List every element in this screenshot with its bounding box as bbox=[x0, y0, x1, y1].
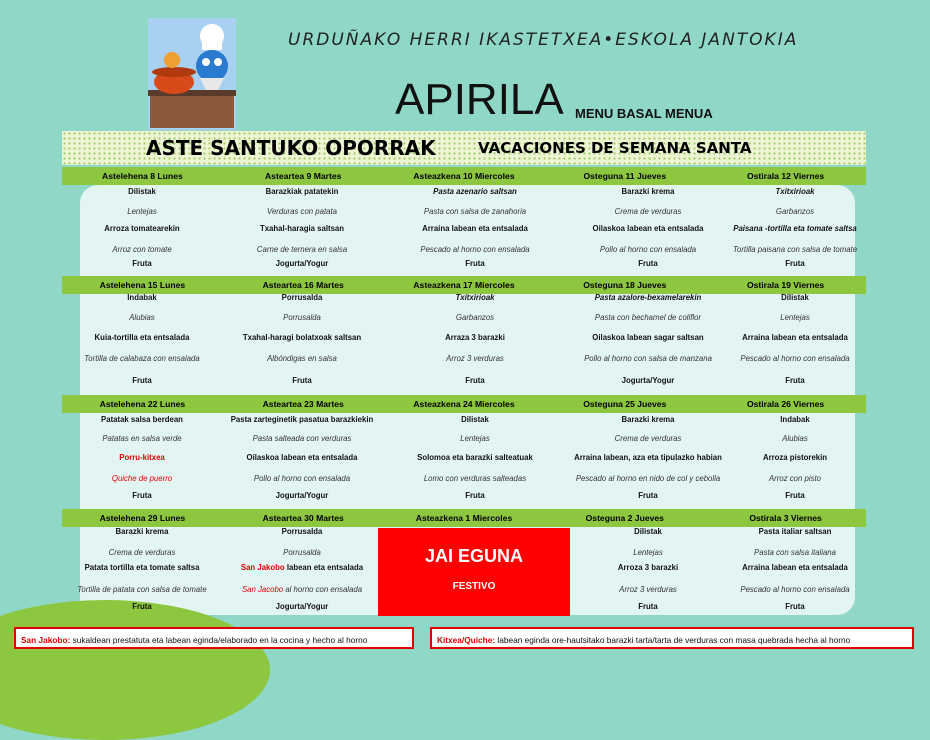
festivo-title: JAI EGUNA bbox=[424, 546, 523, 566]
menu-dish: Fruta bbox=[785, 602, 805, 611]
menu-dish: Tortilla de calabaza con ensalada bbox=[84, 354, 200, 363]
menu-dish: Indabak bbox=[127, 293, 157, 302]
menu-dish: Arraina labean eta entsalada bbox=[742, 333, 848, 342]
menu-dish: Pasta con salsa italiana bbox=[754, 548, 836, 557]
menu-dish: Arroz con pisto bbox=[768, 474, 821, 483]
day-header-row bbox=[62, 167, 866, 185]
menu-dish: Dilistak bbox=[128, 187, 156, 196]
chef-cooking-logo bbox=[148, 18, 236, 130]
menu-dish: Fruta bbox=[785, 491, 805, 500]
menu-dish: Jogurta/Yogur bbox=[275, 259, 329, 268]
menu-dish: Barazkiak patatekin bbox=[265, 187, 339, 196]
menu-dish: Tortilla de patata con salsa de tomate bbox=[77, 585, 207, 594]
menu-dish: Lomo con verduras salteadas bbox=[423, 474, 527, 483]
menu-dish: Alubias bbox=[782, 434, 808, 443]
day-header: Astelehena 8 Lunes bbox=[102, 171, 183, 181]
menu-dish: Pescado al horno en nido de col y cebolla bbox=[575, 474, 721, 483]
menu-dish: Patatak salsa berdean bbox=[101, 415, 183, 424]
day-header: Osteguna 25 Jueves bbox=[583, 399, 667, 409]
footnote-quiche bbox=[430, 627, 914, 649]
menu-dish: Garbanzos bbox=[775, 207, 815, 216]
menu-dish: Txitxirioak bbox=[455, 293, 495, 302]
day-header-row bbox=[62, 509, 866, 527]
menu-dish: Lentejas bbox=[780, 313, 810, 322]
menu-dish: Fruta bbox=[465, 491, 485, 500]
menu-dish: Fruta bbox=[638, 259, 658, 268]
festivo-block bbox=[378, 528, 570, 616]
menu-dish: Barazki krema bbox=[115, 527, 169, 536]
footnote-text: labean eginda ore-hautsitako barazki tarta/tarta de verduras con masa quebrada hecha al horno bbox=[495, 635, 851, 645]
menu-dish: Alubias bbox=[129, 313, 155, 322]
footnote-key: San Jakobo: bbox=[21, 635, 71, 645]
menu-dish: Fruta bbox=[785, 376, 805, 385]
menu-dish: Fruta bbox=[132, 602, 152, 611]
menu-dish: Dilistak bbox=[781, 293, 809, 302]
menu-dish: Arraina labean eta entsalada bbox=[422, 224, 528, 233]
menu-dish: Dilistak bbox=[634, 527, 662, 536]
day-header: Asteartea 9 Martes bbox=[264, 171, 342, 181]
menu-dish: Pasta azalore-bexamelarekin bbox=[594, 293, 702, 302]
menu-dish: Fruta bbox=[132, 376, 152, 385]
menu-dish: Fruta bbox=[785, 259, 805, 268]
menu-subtitle: MENU BASAL MENUA bbox=[575, 106, 713, 121]
menu-dish: Pasta con bechamel de coliflor bbox=[594, 313, 702, 322]
holiday-banner-spanish: VACACIONES DE SEMANA SANTA bbox=[478, 139, 752, 157]
menu-dish: Txahal-haragi bolatxoak saltsan bbox=[242, 333, 362, 342]
menu-dish: Fruta bbox=[638, 602, 658, 611]
menu-dish: Oilaskoa labean sagar saltsan bbox=[592, 333, 704, 342]
day-header: Ostirala 12 Viernes bbox=[746, 171, 825, 181]
menu-dish: Tortilla paisana con salsa de tomate bbox=[732, 245, 858, 254]
menu-dish: Solomoa eta barazki salteatuak bbox=[417, 453, 533, 462]
menu-dish: Txahal-haragia saltsan bbox=[259, 224, 345, 233]
menu-dish: Lentejas bbox=[127, 207, 157, 216]
footnote-san-jakobo bbox=[14, 627, 414, 649]
menu-dish: Paisana -tortilla eta tomate saltsa bbox=[733, 224, 857, 233]
menu-dish: Pasta con salsa de zanahoria bbox=[423, 207, 527, 216]
menu-dish: Porrusalda bbox=[283, 548, 321, 557]
menu-dish: Arraina labean eta entsalada bbox=[742, 563, 848, 572]
day-header-row bbox=[62, 395, 866, 413]
footnote-key: Kitxea/Quiche: bbox=[437, 635, 496, 645]
menu-dish: Crema de verduras bbox=[614, 207, 682, 216]
menu-dish: Quiche de puerro bbox=[111, 474, 173, 483]
menu-dish: Arroz 3 verduras bbox=[446, 354, 504, 363]
day-header: Asteazkena 1 Miercoles bbox=[415, 513, 513, 523]
menu-dish: Barazki krema bbox=[621, 415, 675, 424]
menu-dish: Barazki krema bbox=[621, 187, 675, 196]
menu-dish: Arroz 3 verduras bbox=[619, 585, 677, 594]
menu-dish: Pescado al horno con ensalada bbox=[420, 245, 530, 254]
menu-dish: Pollo al horno con ensalada bbox=[599, 245, 697, 254]
menu-dish: Fruta bbox=[132, 491, 152, 500]
menu-dish: Pescado al horno con ensalada bbox=[740, 354, 850, 363]
menu-dish: Porru-kitxea bbox=[119, 453, 165, 462]
menu-dish: Porrusalda bbox=[281, 293, 323, 302]
day-header: Ostirala 19 Viernes bbox=[746, 280, 825, 290]
menu-dish: Jogurta/Yogur bbox=[621, 376, 675, 385]
day-header: Asteartea 30 Martes bbox=[262, 513, 344, 523]
menu-dish: Lentejas bbox=[460, 434, 490, 443]
menu-dish: San Jacobo al horno con ensalada bbox=[241, 585, 363, 594]
menu-dish: Pasta zarteginetik pasatua barazkiekin bbox=[230, 415, 374, 424]
menu-dish: Jogurta/Yogur bbox=[275, 491, 329, 500]
menu-dish: Fruta bbox=[465, 259, 485, 268]
day-header-row bbox=[62, 276, 866, 294]
menu-dish: Dilistak bbox=[461, 415, 489, 424]
menu-dish: Pollo al horno con ensalada bbox=[253, 474, 351, 483]
school-name: URDUÑAKO HERRI IKASTETXEA•ESKOLA JANTOKIA bbox=[288, 30, 799, 50]
menu-dish: Pasta salteada con verduras bbox=[252, 434, 352, 443]
day-header: Astelehena 15 Lunes bbox=[99, 280, 186, 290]
menu-dish: Fruta bbox=[465, 376, 485, 385]
menu-dish: Fruta bbox=[132, 259, 152, 268]
menu-dish: Porrusalda bbox=[283, 313, 321, 322]
menu-dish: Pasta azenario saltsan bbox=[433, 187, 517, 196]
day-header: Osteguna 18 Jueves bbox=[583, 280, 667, 290]
menu-dish: Porrusalda bbox=[281, 527, 323, 536]
menu-dish: Oilaskoa labean eta entsalada bbox=[246, 453, 358, 462]
menu-dish: Patata tortilla eta tomate saltsa bbox=[84, 563, 200, 572]
menu-dish: Fruta bbox=[292, 376, 312, 385]
menu-dish: Txitxirioak bbox=[775, 187, 815, 196]
menu-dish: Jogurta/Yogur bbox=[275, 602, 329, 611]
menu-dish: Patatas en salsa verde bbox=[102, 434, 182, 443]
menu-dish: Lentejas bbox=[633, 548, 663, 557]
day-header: Asteazkena 10 Miercoles bbox=[413, 171, 515, 181]
day-header: Astelehena 22 Lunes bbox=[99, 399, 186, 409]
month-title: APIRILA bbox=[395, 75, 564, 124]
menu-dish: Carne de ternera en salsa bbox=[256, 245, 348, 254]
menu-dish: Arroza tomatearekin bbox=[104, 224, 180, 233]
menu-dish: Verduras con patata bbox=[267, 207, 337, 216]
holiday-banner-basque: ASTE SANTUKO OPORRAK bbox=[146, 136, 436, 160]
menu-dish: Arroza 3 barazki bbox=[617, 563, 679, 572]
menu-dish: Pollo al horno con salsa de manzana bbox=[584, 354, 712, 363]
day-header: Asteazkena 17 Miercoles bbox=[413, 280, 515, 290]
menu-dish: Arraza 3 barazki bbox=[445, 333, 505, 342]
menu-dish: Garbanzos bbox=[455, 313, 495, 322]
menu-dish: Albóndigas en salsa bbox=[267, 354, 337, 363]
menu-dish: Arroza pistorekin bbox=[762, 453, 828, 462]
decorative-swirl bbox=[0, 600, 270, 740]
day-header: Osteguna 11 Jueves bbox=[583, 171, 667, 181]
day-header: Asteartea 16 Martes bbox=[262, 280, 344, 290]
day-header: Astelehena 29 Lunes bbox=[99, 513, 186, 523]
day-header: Asteartea 23 Martes bbox=[262, 399, 344, 409]
day-header: Ostirala 3 Viernes bbox=[749, 513, 822, 523]
footnote-text: sukaldean prestatuta eta labean eginda/elaborado en la cocina y hecho al horno bbox=[70, 635, 368, 645]
menu-dish: Arroz con tomate bbox=[112, 245, 172, 254]
menu-dish: San Jakobo labean eta entsalada bbox=[240, 563, 364, 572]
menu-dish: Kuia-tortilla eta entsalada bbox=[94, 333, 190, 342]
menu-dish: Oilaskoa labean eta entsalada bbox=[592, 224, 704, 233]
menu-dish: Pescado al horno con ensalada bbox=[740, 585, 850, 594]
menu-dish: Crema de verduras bbox=[108, 548, 176, 557]
festivo-subtitle: FESTIVO bbox=[452, 581, 496, 592]
menu-dish: Arraina labean, aza eta tipulazko habian bbox=[574, 453, 722, 462]
menu-dish: Fruta bbox=[638, 491, 658, 500]
day-header: Asteazkena 24 Miercoles bbox=[413, 399, 515, 409]
menu-dish: Indabak bbox=[780, 415, 810, 424]
menu-dish: Crema de verduras bbox=[614, 434, 682, 443]
menu-dish: Pasta italiar saltsan bbox=[758, 527, 832, 536]
day-header: Osteguna 2 Jueves bbox=[585, 513, 664, 523]
day-header: Ostirala 26 Viernes bbox=[746, 399, 825, 409]
